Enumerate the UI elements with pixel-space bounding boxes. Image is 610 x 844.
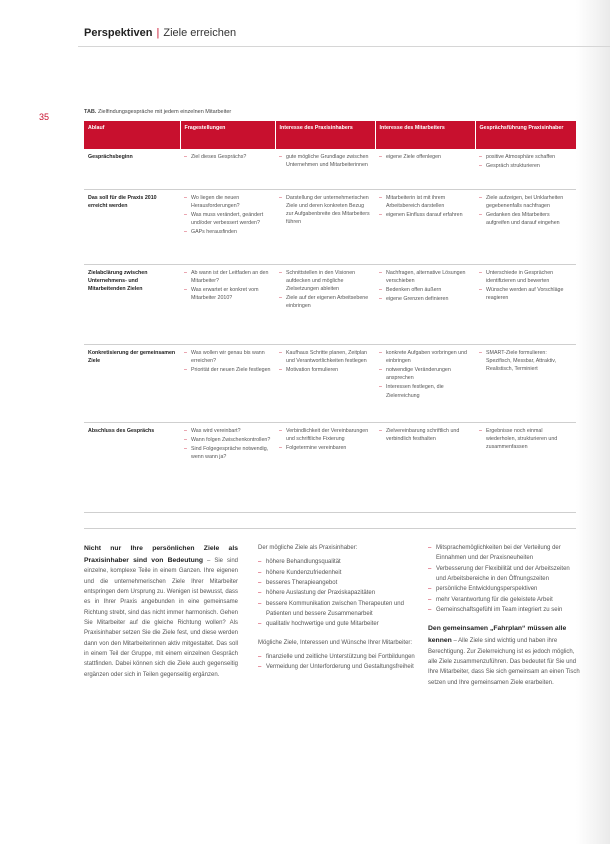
cell-list-item: – Bedenken offen äußern (379, 286, 471, 294)
cell-list-item: – Darstellung der unternehmerischen Ziele und deren konkreten Bezug zur Aufgabenbreite des Mitarbeiters führen (279, 194, 371, 227)
list-item: – höhere Kundenzufriedenheit (258, 568, 416, 578)
cell-list-item: – Folgetermine vereinbaren (279, 444, 371, 452)
table-cell (475, 344, 576, 422)
paragraph-text: – Alle Ziele sind wichtig und haben ihre Berechtigung. Zur Zielerreichung ist es jedoch möglich, alle Ziele zusammenzuführen. Das bedeutet für Sie und Ihre Mitarbeiter, dass Sie sich gemeinsam an einen Tisch setzen und Ihre gemeinsamen Ziele erarbeiten. (428, 637, 580, 686)
table-cell (375, 344, 475, 422)
header-section: Perspektiven (84, 27, 153, 39)
cell-list-item: – Gespräch strukturieren (479, 162, 572, 170)
table-cell (180, 344, 275, 422)
lead-text: Nicht nur Ihre persönlichen Ziele als Praxisinhaber sind von Bedeutung (84, 545, 238, 564)
list-item: – finanzielle und zeitliche Unterstützung bei Fortbildungen (258, 652, 416, 662)
body-column-1 (84, 543, 238, 684)
table-cell (275, 264, 375, 344)
cell-list-item: – Was muss verändert, geändert und/oder verbessert werden? (184, 211, 271, 227)
table-row (84, 189, 576, 264)
employee-goals-list (258, 652, 416, 673)
cell-list-item: – Was erwartet er konkret vom Mitarbeiter 2010? (184, 286, 271, 302)
cell-list-item: – Gedanken des Mitarbeiters aufgreifen und darauf eingehen (479, 211, 572, 227)
list-item: – besseres Therapieangebot (258, 578, 416, 588)
row-label: Gesprächsbeginn (84, 149, 180, 189)
cell-list (479, 153, 572, 170)
list-item: – Vermeidung der Unterforderung und Gestaltungsfreiheit (258, 662, 416, 672)
cell-list-item: – eigene Ziele offenlegen (379, 153, 471, 161)
cell-list-item: – Ab wann ist der Leitfaden an den Mitarbeiter? (184, 269, 271, 285)
table-cell (475, 189, 576, 264)
cell-list-item: – konkrete Aufgaben vorbringen und einbringen (379, 349, 471, 365)
practice-goals-list (258, 557, 416, 629)
list-item: – Verbesserung der Flexibilität und der Arbeitszeiten und Arbeitsbereiche in den Öffnungszeiten (428, 564, 580, 585)
row-label: Konkretisierung der gemeinsamen Ziele (84, 344, 180, 422)
cell-list (479, 269, 572, 303)
paragraph (84, 543, 238, 680)
cell-list-item: – Priorität der neuen Ziele festlegen (184, 366, 271, 374)
cell-list-item: – Was wird vereinbart? (184, 427, 271, 435)
lead-text: Den gemeinsamen „Fahrplan“ müssen alle kennen (428, 625, 567, 644)
cell-list (479, 349, 572, 374)
table-cell (275, 422, 375, 512)
cell-list-item: – Wann folgen Zwischenkontrollen? (184, 436, 271, 444)
row-label: Abschluss des Gesprächs (84, 422, 180, 512)
table-cell (475, 422, 576, 512)
caption-label: TAB. (84, 109, 97, 115)
header-cell: Interesse des Mitarbeiters (375, 121, 475, 149)
page-number: 35 (39, 112, 50, 122)
header-cell: Ablauf (84, 121, 180, 149)
cell-list-item: – Kaufhaus Schritte planen, Zeitplan und Verantwortlichkeiten festlegen (279, 349, 371, 365)
table-bottom-rule (84, 528, 576, 529)
cell-list-item: – Verbindlichkeit der Vereinbarungen und schriftliche Fixierung (279, 427, 371, 443)
cell-list (184, 194, 271, 237)
row-label: Das soll für die Praxis 2010 erreicht werden (84, 189, 180, 264)
cell-list-item: – Ziele auf der eigenen Arbeitsebene einbringen (279, 294, 371, 310)
cell-list (279, 427, 371, 453)
cell-list (379, 194, 471, 220)
list-item: – qualitativ hochwertige und gute Mitarbeiter (258, 619, 416, 629)
cell-list-item: – Interessen festlegen, die Zielerreichung (379, 383, 471, 399)
cell-list-item: – Was wollen wir genau bis wann erreichen? (184, 349, 271, 365)
running-header (84, 27, 236, 39)
table-cell (375, 149, 475, 189)
cell-list (379, 427, 471, 443)
table-cell (475, 264, 576, 344)
cell-list-item: – Wünsche werden auf Vorschläge reagieren (479, 286, 572, 302)
cell-list-item: – gute mögliche Grundlage zwischen Unternehmen und Mitarbeiterinnen (279, 153, 371, 169)
paragraph-text: – Sie sind einzelne, komplexe Teile in einem Ganzen. Ihre eigenen und die unternehmerischen Ziele Ihrer Mitarbeiter entspringen dem Ursprung zu. Wenigen ist bewusst, dass es in Ihrer Praxis angebunden in eine gemeinsame Richtung strebt, sind das nicht immer harmonisch. Gehen Sie Mitarbeiter auf die gleiche Richtung wollen? Als Praxisinhaber setzen Sie die Ziele fest, und diese werden dann von den Mitarbeiterinnen aktiv mitgestaltet. Das soll in einem Teil der Gruppe, mit einem einzelnen Gespräch stattfinden. Dabei können sich die Ziele auch gegenseitig ergänzen oder sich in Teilen gegenseitig ergänzen. (84, 557, 238, 678)
cell-list-item: – Mitarbeiterin ist mit ihrem Arbeitsbereich darstellen (379, 194, 471, 210)
list-intro: Mögliche Ziele, Interessen und Wünsche Ihrer Mitarbeiter: (258, 639, 413, 646)
cell-list-item: – Ziel dieses Gesprächs? (184, 153, 271, 161)
body-column-3 (428, 543, 580, 692)
table-caption (84, 109, 231, 115)
list-item: – bessere Kommunikation zwischen Therapeuten und Patienten und bessere Zusammenarbeit (258, 599, 416, 620)
cell-list-item: – Wo liegen die neuen Herausforderungen? (184, 194, 271, 210)
header-subsection: Ziele erreichen (163, 27, 237, 39)
table-body (84, 149, 576, 512)
binding-edge (576, 0, 610, 844)
cell-list-item: – GAPs herausfinden (184, 228, 271, 236)
list-item: – höhere Behandlungsqualität (258, 557, 416, 567)
table-cell (375, 189, 475, 264)
list-item: – Mitsprachemöglichkeiten bei der Verteilung der Einnahmen und der Praxisneuheiten (428, 543, 580, 564)
table-row (84, 264, 576, 344)
table-row (84, 344, 576, 422)
table-cell (275, 189, 375, 264)
table-row (84, 149, 576, 189)
list-item: – höhere Auslastung der Praxiskapazitäten (258, 588, 416, 598)
conversation-table (84, 121, 576, 513)
cell-list-item: – Unterschiede in Gesprächen identifizieren und bewerten (479, 269, 572, 285)
cell-list-item: – Motivation formulieren (279, 366, 371, 374)
cell-list-item: – Nachfragen, alternative Lösungen verschieben (379, 269, 471, 285)
cell-list (279, 269, 371, 311)
table-cell (275, 149, 375, 189)
cell-list-item: – Sind Folgegespräche notwendig, wenn wann ja? (184, 445, 271, 461)
cell-list-item: – eigenen Einfluss darauf erfahren (379, 211, 471, 219)
row-label: Zielabclärung zwischen Unternehmens- und Mitarbeitenden Zielen (84, 264, 180, 344)
cell-list-item: – Zielvereinbarung schriftlich und verbindlich festhalten (379, 427, 471, 443)
list-item: – Gemeinschaftsgefühl im Team integriert zu sein (428, 605, 580, 615)
table-cell (180, 149, 275, 189)
cell-list (184, 349, 271, 375)
cell-list (279, 349, 371, 375)
cell-list (479, 427, 572, 452)
header-separator: | (156, 27, 160, 39)
cell-list (479, 194, 572, 228)
cell-list (279, 194, 371, 227)
body-column-2 (258, 543, 416, 672)
cell-list (379, 153, 471, 161)
cell-list-item: – Ergebnisse noch einmal wiederholen, strukturieren und zusammenfassen (479, 427, 572, 452)
table-cell (375, 264, 475, 344)
table-cell (180, 189, 275, 264)
cell-list-item: – Schnittstellen in den Visionen aufdecken und mögliche Zielsetzungen ableiten (279, 269, 371, 294)
cell-list (184, 427, 271, 462)
table-row (84, 422, 576, 512)
cell-list-item: – notwendige Veränderungen ansprechen (379, 366, 471, 382)
table-cell (375, 422, 475, 512)
caption-text: Zielfindungsgespräche mit jedem einzelnen Mitarbeiter (97, 109, 232, 115)
paragraph (428, 623, 580, 688)
table-cell (275, 344, 375, 422)
cell-list (279, 153, 371, 169)
table-header-row (84, 121, 576, 149)
list-intro: Der mögliche Ziele als Praxisinhaber: (258, 545, 358, 551)
header-cell: Fragestellungen (180, 121, 275, 149)
cell-list-item: – eigene Grenzen definieren (379, 295, 471, 303)
table-cell (180, 422, 275, 512)
header-cell: Gesprächsführung Praxisinhaber (475, 121, 576, 149)
table-cell (180, 264, 275, 344)
employee-goals-list-continued (428, 543, 580, 615)
list-item: – persönliche Entwicklungsperspektiven (428, 584, 580, 594)
cell-list (184, 153, 271, 161)
cell-list (379, 349, 471, 400)
cell-list (379, 269, 471, 304)
table-cell (475, 149, 576, 189)
header-rule (78, 46, 610, 47)
list-item: – mehr Verantwortung für die geleistete Arbeit (428, 595, 580, 605)
cell-list-item: – SMART-Ziele formulieren: Spezifisch, Messbar, Attraktiv, Realistisch, Terminiert (479, 349, 572, 374)
cell-list (184, 269, 271, 303)
cell-list-item: – positive Atmosphäre schaffen (479, 153, 572, 161)
cell-list-item: – Ziele aufzeigen, bei Unklarheiten gegebenenfalls nachfragen (479, 194, 572, 210)
header-cell: Interesse des Praxisinhabers (275, 121, 375, 149)
